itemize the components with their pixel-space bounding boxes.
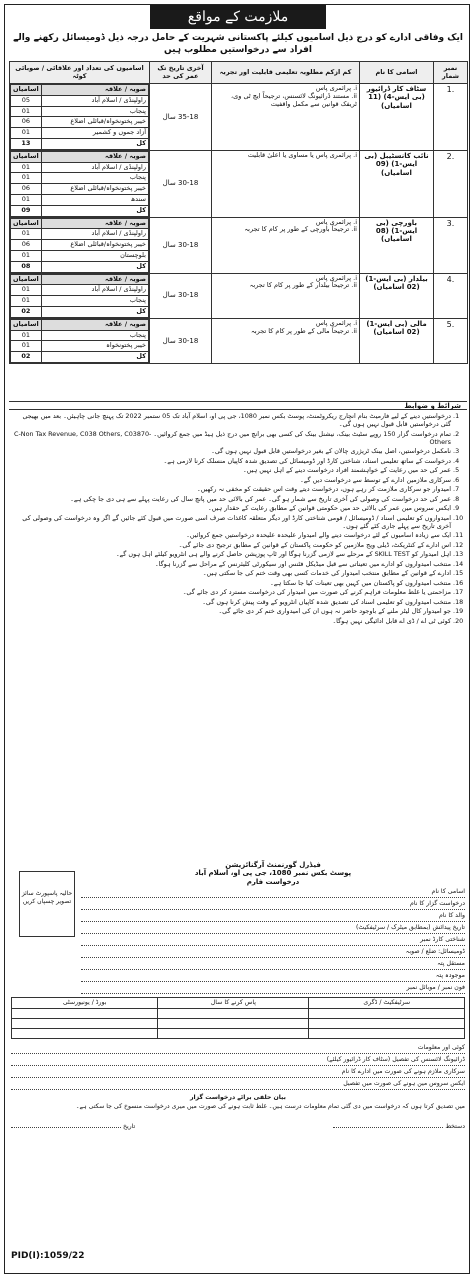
qualification-item: i. پرائمری پاس (315, 217, 357, 226)
row-post-name: نائب کانسٹیبل (بی ایس-1) (09 اسامیاں) (360, 150, 434, 217)
quota-region: بلوچستان (41, 250, 148, 261)
form-field[interactable] (81, 946, 465, 958)
jobs-table (9, 61, 468, 364)
form-field[interactable] (11, 1078, 465, 1090)
term-item: 14. منتخب امیدواروں کو ادارے میں تعیناتی سے قبل میڈیکل فٹنس اور سیکورٹی کلیئرنس کے مراحل سے گزرنا ہوگا۔ (11, 560, 451, 568)
quota-header: اسامیاں (11, 319, 42, 330)
form-field[interactable] (81, 970, 465, 982)
quota-header: صوبہ / علاقہ (41, 151, 148, 162)
row-qualification (212, 150, 360, 217)
term-item: 19. جو امیدوار کال لیٹر ملنے کے باوجود حاضر نہ ہوں ان کی امیدواری ختم کر دی جائے گی۔ (11, 607, 451, 615)
quota-count: 05 (11, 95, 42, 106)
signature-field[interactable] (333, 1118, 443, 1128)
date-label: تاریخ (122, 1123, 136, 1131)
quota-total: 09 (11, 205, 42, 216)
quota-total-label: کل (41, 306, 148, 317)
form-field[interactable] (81, 898, 465, 910)
row-quota (10, 273, 150, 318)
quota-region: سندھ (41, 194, 148, 205)
quota-total: 02 (11, 306, 42, 317)
quota-total: 13 (11, 138, 42, 149)
intro-text: ایک وفاقی ادارے کو درج ذیل اسامیوں کیلئے پاکستانی شہریت کے حامل درجہ ذیل ڈومیسائل رکھنے والے افراد سے درخواستیں مطلوب ہیں (13, 33, 463, 55)
form-field[interactable] (81, 958, 465, 970)
quota-count: 06 (11, 117, 42, 128)
quota-header: صوبہ / علاقہ (41, 319, 148, 330)
quota-count: 01 (11, 250, 42, 261)
quota-total-label: کل (41, 138, 148, 149)
edu-cell[interactable] (158, 1008, 309, 1018)
edu-cell[interactable] (12, 1028, 158, 1038)
qualification-item: i. پرائمری پاس (315, 84, 357, 92)
row-age-limit: 30-18 سال (150, 273, 212, 318)
quota-count: 01 (11, 173, 42, 184)
row-age-limit: 30-18 سال (150, 217, 212, 273)
quota-region: پنجاب (41, 330, 148, 341)
form-field[interactable] (11, 1054, 465, 1066)
qualification-item: ii. مستند ڈرائیونگ لائسنس، ترجیحاً ایچ ٹی وی، ٹریفک قوانین سے مکمل واقفیت (231, 91, 357, 108)
quota-region: آزاد جموں و کشمیر (41, 128, 148, 139)
education-table (11, 997, 465, 1038)
row-quota (10, 217, 150, 273)
row-age-limit: 35-18 سال (150, 84, 212, 151)
form-field[interactable] (81, 982, 465, 994)
row-post-name: بیلدار (بی ایس-1) (02 اسامیاں) (360, 273, 434, 318)
term-item: 8. عمر کی حد درخواست کی وصولی کی آخری تاریخ سے شمار ہو گی۔ عمر کی بالائی حد میں پانچ سال کی رعایت پہلے سے ہی دی جا چکی ہے۔ (11, 495, 451, 503)
form-field-label: مستقل پتہ (437, 960, 465, 968)
signature-label: دستخط (445, 1123, 465, 1131)
term-item: 11. ایک سے زیادہ اسامیوں کے لئے درخواست دینے والے امیدوار علیحدہ علیحدہ درخواستیں جمع کروائیں۔ (11, 531, 451, 539)
quota-region: خیبر پختونخواہ/قبائلی اضلاع (41, 184, 148, 195)
table-row (10, 318, 468, 363)
quota-count: 01 (11, 285, 42, 296)
quota-count: 01 (11, 296, 42, 307)
form-field[interactable] (81, 922, 465, 934)
pid-number: PID(I):1059/22 (11, 1251, 85, 1261)
form-field-label: اسامی کا نام (431, 888, 465, 896)
form-field[interactable] (81, 934, 465, 946)
table-row (10, 217, 468, 273)
term-item: 6. سرکاری ملازمین ادارے کے توسط سے درخواست دیں گے۔ (11, 476, 451, 484)
form-field-label: تاریخ پیدائش (بمطابق میٹرک / سرٹیفکیٹ) (355, 924, 465, 932)
table-header-row (10, 62, 468, 84)
application-form (11, 861, 465, 1271)
row-serial: 2. (434, 150, 468, 217)
term-item: 5. عمر کی حد میں رعایت کے خواہشمند افراد درخواست دینے کے اہل نہیں ہیں۔ (11, 466, 451, 474)
quota-header: اسامیاں (11, 85, 42, 96)
term-item: 12. اس ادارے کے کنٹریکٹ، ڈیلی ویج ملازمین کو حکومت پاکستان کے قوانین کے مطابق ترجیح دی جائے گی۔ (11, 541, 451, 549)
qualification-item: ii. ترجیحاً مالی کے طور پر کام کا تجربہ (251, 326, 357, 335)
declaration-text: میں تصدیق کرتا ہوں کہ درخواست میں دی گئی تمام معلومات درست ہیں۔ غلط ثابت ہونے کی صورت میں میری درخواست منسوخ کی جا سکتی ہے۔ (75, 1103, 465, 1111)
term-item: 10. امیدواروں کو تعلیمی اسناد / ڈومیسائل / قومی شناختی کارڈ اور دیگر متعلقہ کاغذات صرف اسی صورت میں قبول کئے جائیں گے اگر وہ درخواست کی وصولی کی آخری تاریخ سے پہلے جاری کئے گئے ہوں۔ (11, 514, 451, 530)
form-field-label: سرکاری ملازم ہونے کی صورت میں ادارے کا نام (341, 1067, 465, 1075)
quota-total: 08 (11, 261, 42, 272)
header-quota: اسامیوں کی تعداد اور علاقائی / صوبائی کوٹہ (10, 62, 150, 84)
row-serial: 4. (434, 273, 468, 318)
quota-header: صوبہ / علاقہ (41, 274, 148, 285)
form-address: پوسٹ بکس نمبر 1080، جی پی او، اسلام آباد (194, 869, 352, 878)
form-field-label: ڈومیسائل: ضلع / صوبہ (405, 948, 465, 956)
form-field-label: شناختی کارڈ نمبر (420, 936, 465, 944)
page-title: ملازمت کے مواقع (150, 5, 326, 29)
row-qualification (212, 273, 360, 318)
qualification-item: ii. ترجیحاً بیلدار کے طور پر کام کا تجربہ (249, 281, 357, 290)
qualification-item: i. پرائمری پاس یا مساوی یا اعلیٰ قابلیت (247, 150, 357, 159)
quota-count: 01 (11, 194, 42, 205)
terms-heading: شرائط و ضوابط (9, 401, 467, 410)
edu-cell[interactable] (309, 1028, 465, 1038)
quota-count: 01 (11, 341, 42, 352)
qualification-item: ii. ترجیحاً باورچی کے طور پر کام کا تجربہ (244, 225, 357, 234)
quota-header: اسامیاں (11, 218, 42, 229)
form-field[interactable] (11, 1066, 465, 1078)
header-qualification: کم ازکم مطلوبہ تعلیمی قابلیت اور تجربہ (212, 62, 360, 84)
qualification-item: i. پرائمری پاس (315, 318, 357, 327)
table-row (10, 273, 468, 318)
advertisement-page (4, 4, 470, 1274)
date-field[interactable] (11, 1118, 121, 1128)
table-row (10, 150, 468, 217)
quota-region: راولپنڈی / اسلام آباد (41, 162, 148, 173)
row-serial: 1. (434, 84, 468, 151)
row-serial: 5. (434, 318, 468, 363)
quota-total-label: کل (41, 261, 148, 272)
qualification-item: i. پرائمری پاس (315, 273, 357, 282)
header-post: اسامی کا نام (360, 62, 434, 84)
declaration-heading: بیان حلفی برائے درخواست گزار (190, 1093, 286, 1101)
form-org: فیڈرل گورنمنٹ آرگنائزیشن (225, 861, 321, 869)
row-qualification (212, 318, 360, 363)
term-item: 7. امیدوار جو سرکاری ملازمت کر رہے ہوں، درخواست دیتے وقت اس حقیقت کو مخفی نہ رکھیں۔ (11, 485, 451, 493)
form-field-label: ڈرائیونگ لائسنس کی تفصیل (سٹاف کار ڈرائیور کیلئے) (326, 1055, 465, 1063)
quota-header: اسامیاں (11, 151, 42, 162)
term-item: 4. درخواست کے ساتھ تعلیمی اسناد، شناختی کارڈ اور ڈومیسائل کی تصدیق شدہ کاپیاں منسلک کرنا لازمی ہے۔ (11, 457, 451, 465)
row-qualification (212, 217, 360, 273)
row-age-limit: 30-18 سال (150, 318, 212, 363)
term-item: 3. نامکمل درخواستیں، اصل بینک ٹریژری چالان کے بغیر درخواستیں قابل قبول نہیں ہوں گی۔ (11, 447, 451, 455)
term-item: 13. اہل امیدوار کو SKILL TEST کے مرحلے سے لازمی گزرنا ہوگا اور ٹاپ پوزیشن حاصل کرنے والے ہی انٹرویو کیلئے اہل ہوں گے۔ (11, 550, 451, 558)
quota-region: پنجاب (41, 173, 148, 184)
term-item: 9. ایکس سروس مین عمر کی بالائی حد میں حکومتی قوانین کے مطابق رعایت کے حقدار ہیں۔ (11, 504, 451, 512)
form-field-label: فون نمبر / موبائل نمبر (406, 984, 465, 992)
term-item: 16. منتخب امیدواروں کو پاکستان میں کہیں بھی تعینات کیا جا سکتا ہے۔ (11, 579, 451, 587)
row-post-name: باورچی (بی ایس-1) (08 اسامیاں) (360, 217, 434, 273)
row-age-limit: 30-18 سال (150, 150, 212, 217)
quota-total-label: کل (41, 352, 148, 363)
form-field-label: کوئی اور معلومات (417, 1043, 465, 1051)
quota-count: 01 (11, 162, 42, 173)
term-item: 2. تمام درخواست گزار 150 روپے سٹیٹ بینک، نیشنل بینک کی کسی بھی برانچ میں درج ذیل ہیڈ میں جمع کروائیں۔ C-Non Tax Revenue, C038 Others, C03870-Others (11, 430, 451, 446)
header-age: آخری تاریخ تک عمر کی حد (150, 62, 212, 84)
form-field-label: درخواست گزار کا نام (410, 900, 465, 908)
quota-region: خیبر پختونخواہ/قبائلی اضلاع (41, 240, 148, 251)
quota-count: 01 (11, 330, 42, 341)
quota-region: راولپنڈی / اسلام آباد (41, 285, 148, 296)
quota-region: خیبر پختونخواہ/قبائلی اضلاع (41, 117, 148, 128)
form-field[interactable] (81, 910, 465, 922)
quota-header: اسامیاں (11, 274, 42, 285)
row-quota (10, 84, 150, 151)
edu-header-board: بورڈ / یونیورسٹی (12, 998, 158, 1008)
term-item: 15. ادارے کے قوانین کے مطابق منتخب امیدوار کی خدمات کسی بھی وقت ختم کی جا سکتی ہیں۔ (11, 569, 451, 577)
term-item: 1. درخواستیں دینے کے لیے فارمیٹ بنام انچارج ریکروٹمنٹ، پوسٹ بکس نمبر 1080، جی پی او، اسلام آباد تک 05 ستمبر 2022 تک پہنچ جانی چاہیئں۔ بعد میں بھیجی گئی درخواستیں قابل قبول نہیں ہوں گی۔ (11, 412, 451, 428)
edu-cell[interactable] (309, 1018, 465, 1028)
quota-count: 06 (11, 240, 42, 251)
edu-cell[interactable] (158, 1028, 309, 1038)
quota-count: 01 (11, 229, 42, 240)
edu-cell[interactable] (158, 1018, 309, 1028)
edu-header-degree: سرٹیفکیٹ / ڈگری (309, 998, 465, 1008)
row-serial: 3. (434, 217, 468, 273)
quota-count: 06 (11, 184, 42, 195)
quota-total-label: کل (41, 205, 148, 216)
quota-region: راولپنڈی / اسلام آباد (41, 95, 148, 106)
quota-region: راولپنڈی / اسلام آباد (41, 229, 148, 240)
form-field[interactable] (81, 886, 465, 898)
row-post-name: سٹاف کار ڈرائیور (بی ایس-4) (11 اسامیاں) (360, 84, 434, 151)
quota-region: پنجاب (41, 106, 148, 117)
edu-cell[interactable] (12, 1018, 158, 1028)
quota-total: 02 (11, 352, 42, 363)
edu-header-year: پاس کرنے کا سال (158, 998, 309, 1008)
quota-count: 01 (11, 106, 42, 117)
quota-region: پنجاب (41, 296, 148, 307)
header-serial: نمبر شمار (434, 62, 468, 84)
row-post-name: مالی (بی ایس-1) (02 اسامیاں) (360, 318, 434, 363)
row-quota (10, 150, 150, 217)
term-item: 18. منتخب امیدواروں کو تعلیمی اسناد کی تصدیق شدہ کاپیاں انٹرویو کے وقت پیش کرنا ہوں گی۔ (11, 598, 451, 606)
terms-list (11, 412, 465, 626)
quota-count: 01 (11, 128, 42, 139)
table-row (10, 84, 468, 151)
term-item: 17. مزاحمتی یا غلط معلومات فراہم کرنے کی صورت میں امیدوار کی درخواست مسترد کر دی جائے گی۔ (11, 588, 451, 596)
quota-header: صوبہ / علاقہ (41, 218, 148, 229)
form-title: درخواست فارم (246, 877, 300, 886)
form-field-label: ایکس سروس مین ہونے کی صورت میں تفصیل (343, 1079, 465, 1087)
edu-cell[interactable] (12, 1008, 158, 1018)
row-qualification (212, 84, 360, 151)
quota-region: خیبر پختونخواہ (41, 341, 148, 352)
form-field[interactable] (11, 1042, 465, 1054)
form-field-label: موجودہ پتہ (435, 972, 465, 980)
form-field-label: والد کا نام (438, 912, 465, 920)
row-quota (10, 318, 150, 363)
edu-cell[interactable] (309, 1008, 465, 1018)
term-item: 20. کوئی ٹی اے / ڈی اے قابل ادائیگی نہیں ہوگا۔ (11, 617, 451, 625)
photo-box: حالیہ پاسپورٹ سائز تصویر چسپاں کریں (19, 871, 75, 937)
quota-header: صوبہ / علاقہ (41, 85, 148, 96)
